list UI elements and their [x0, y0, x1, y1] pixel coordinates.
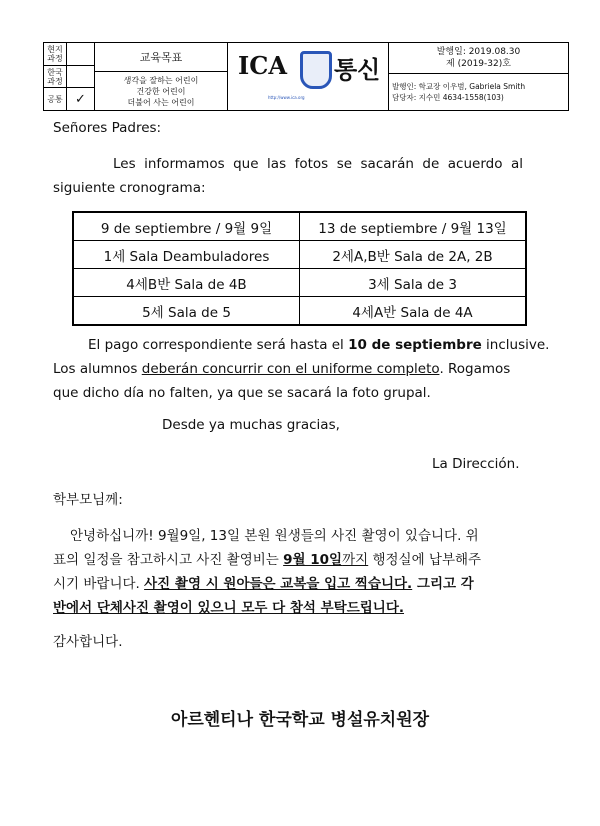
goals-box: [95, 43, 228, 110]
ko-line: [53, 572, 474, 596]
payment-date: 9월 10일: [283, 552, 343, 568]
table-header: 9 de septiembre / 9월 9일: [73, 212, 300, 241]
newsletter-header: [43, 42, 569, 111]
es-group-photo: que dicho día no falten, ya que se sacará la foto grupal.: [53, 385, 431, 401]
payment-date: 10 de septiembre: [348, 337, 482, 353]
text: 그리고 각: [412, 576, 474, 592]
es-payment: [88, 333, 549, 357]
curriculum-mark: [67, 66, 94, 88]
table-row: [73, 297, 526, 326]
goal: 더불어 사는 어린이: [127, 97, 195, 107]
contact: 담당자: 지수민 4634-1558(103): [392, 93, 504, 102]
es-intro: Les informamos que las fotos se sacarán de acuerdo al siguiente cronograma:: [53, 156, 523, 196]
goals-title: 교육목표: [95, 43, 227, 72]
newsletter-title: 통신: [334, 56, 381, 84]
check-icon: ✓: [75, 91, 86, 107]
curriculum-box: [44, 43, 95, 110]
curriculum-label: 공통: [44, 88, 67, 110]
logo-box: [228, 43, 389, 110]
uniform-note: deberán concurrir con el uniforme completo: [141, 361, 440, 377]
es-thanks: Desde ya muchas gracias,: [162, 417, 340, 433]
es-signature: La Dirección.: [432, 456, 520, 472]
curriculum-label: 현지 과정: [44, 43, 67, 65]
curriculum-mark: [67, 43, 94, 65]
ko-thanks: 감사합니다.: [53, 634, 123, 650]
text: 표의 일정을 참고하시고 사진 촬영비는: [53, 552, 284, 568]
table-row: [73, 212, 526, 241]
schedule-table: [72, 211, 527, 326]
issue-date: 발행일: 2019.08.30: [436, 47, 521, 57]
table-cell: 5세 Sala de 5: [73, 297, 300, 326]
uniform-note: 사진 촬영 시 원아들은 교복을 입고 찍습니다.: [144, 576, 413, 592]
issue-number: 제 (2019-32)호: [446, 59, 511, 69]
ko-line: 안녕하십니까! 9월9일, 13일 본원 원생들의 사진 촬영이 있습니다. 위: [70, 528, 479, 544]
es-greeting: Señores Padres:: [53, 120, 162, 136]
table-cell: 4세A반 Sala de 4A: [300, 297, 527, 326]
table-cell: 2세A,B반 Sala de 2A, 2B: [300, 241, 527, 269]
ko-line: 반에서 단체사진 촬영이 있으니 모두 다 참석 부탁드립니다.: [53, 600, 405, 616]
table-header: 13 de septiembre / 9월 13일: [300, 212, 527, 241]
footer-signature: 아르헨티나 한국학교 병설유치원장: [170, 710, 430, 730]
ko-line: [53, 548, 481, 572]
text: . Rogamos: [439, 361, 511, 377]
goal: 생각을 잘하는 어린이: [123, 75, 199, 85]
text: 시기 바랍니다.: [53, 576, 145, 592]
table-cell: 4세B반 Sala de 4B: [73, 269, 300, 297]
text: inclusive.: [481, 337, 550, 353]
website-link[interactable]: http://www.ica.org: [268, 95, 305, 100]
school-emblem-icon: [300, 51, 332, 89]
table-cell: 3세 Sala de 3: [300, 269, 527, 297]
text: 행정실에 납부해주: [368, 552, 482, 568]
ko-greeting: 학부모님께:: [53, 492, 123, 508]
logo-text: ICA: [238, 51, 287, 80]
table-row: [73, 269, 526, 297]
text: El pago correspondiente será hasta el: [88, 337, 349, 353]
text: Los alumnos: [53, 361, 142, 377]
table-cell: 1세 Sala Deambuladores: [73, 241, 300, 269]
publisher: 발행인: 학교장 이우범, Gabriela Smith: [392, 82, 526, 91]
es-uniform: [53, 357, 510, 381]
text: 까지: [342, 552, 369, 568]
issue-box: [389, 43, 568, 110]
curriculum-label: 한국 과정: [44, 66, 67, 88]
goal: 건강한 어린이: [136, 86, 186, 96]
table-row: [73, 241, 526, 269]
